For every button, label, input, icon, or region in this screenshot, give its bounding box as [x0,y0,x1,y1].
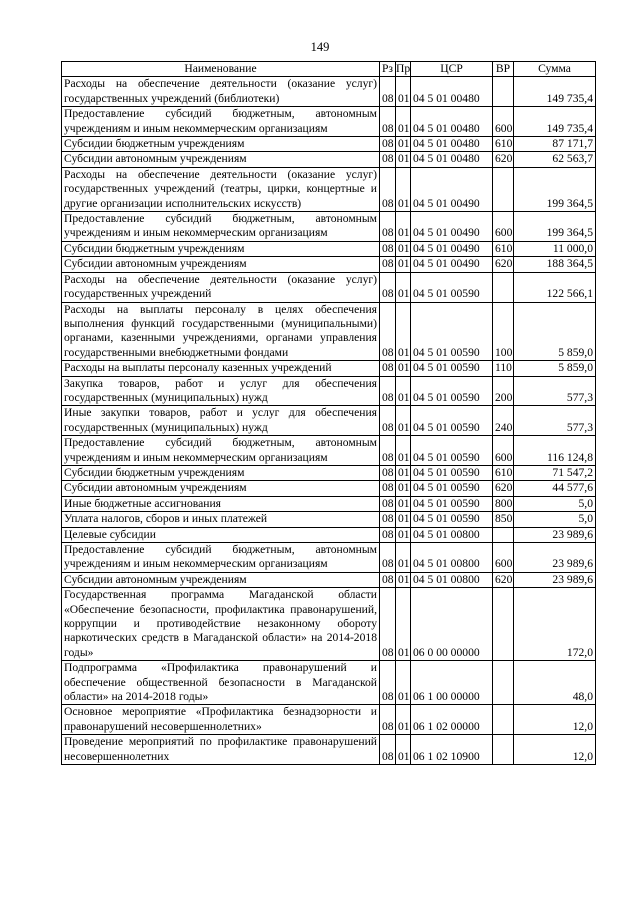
cell-name: Предоставление субсидий бюджетным, автономным учреждениям и иным некоммерческим организациям [62,543,380,573]
cell-pr: 01 [396,588,411,661]
cell-vr [493,77,514,107]
header-pr: Пр [396,62,411,75]
cell-vr: 600 [493,212,514,242]
cell-csr: 06 1 02 10900 [411,735,493,765]
cell-vr: 600 [493,543,514,573]
cell-name: Расходы на обеспечение деятельности (оказание услуг) государственных учреждений (театры, цирки, концертные и другие организации исполнительских искусств) [62,167,380,211]
cell-sum: 5 859,0 [514,302,596,361]
cell-csr: 04 5 01 00490 [411,257,493,272]
table-row [62,436,596,466]
table-header-row [62,62,596,77]
cell-pr: 01 [396,481,411,496]
cell-pr: 01 [396,167,411,211]
cell-rz: 08 [380,137,396,152]
cell-vr: 110 [493,361,514,376]
cell-sum: 577,3 [514,376,596,406]
cell-csr: 04 5 01 00480 [411,107,493,137]
table-row [62,137,596,152]
table-row [62,572,596,587]
table-row [62,257,596,272]
cell-sum: 71 547,2 [514,465,596,480]
cell-sum: 12,0 [514,705,596,735]
cell-name: Расходы на обеспечение деятельности (оказание услуг) государственных учреждений [62,272,380,302]
cell-sum: 12,0 [514,735,596,765]
budget-table [61,61,596,765]
cell-rz: 08 [380,241,396,256]
cell-name: Расходы на выплаты персоналу в целях обеспечения выполнения функций государственными (муниципальными) органами, казенными учреждениями, органами управления государственными внебюджетными фондами [62,302,380,361]
header-rz: Рз [380,62,396,77]
cell-name: Субсидии автономным учреждениям [62,152,380,167]
cell-sum: 87 171,7 [514,137,596,152]
cell-csr: 04 5 01 00590 [411,361,493,376]
cell-sum: 116 124,8 [514,436,596,466]
cell-rz: 08 [380,512,396,527]
table-row [62,376,596,406]
cell-name: Субсидии автономным учреждениям [62,572,380,587]
cell-name: Подпрограмма «Профилактика правонарушений и обеспечение общественной безопасности в Магаданской области» на 2014-2018 годы» [62,661,380,705]
header-vr: ВР [493,62,514,77]
cell-vr: 610 [493,137,514,152]
cell-pr: 01 [396,465,411,480]
cell-pr: 01 [396,496,411,511]
cell-csr: 06 0 00 00000 [411,588,493,661]
cell-sum: 5 859,0 [514,361,596,376]
cell-pr: 01 [396,705,411,735]
cell-pr: 01 [396,735,411,765]
cell-rz: 08 [380,465,396,480]
cell-pr: 01 [396,361,411,376]
page-number: 149 [310,40,330,54]
cell-sum: 23 989,6 [514,543,596,573]
cell-vr [493,272,514,302]
cell-rz: 08 [380,302,396,361]
table-row [62,152,596,167]
cell-vr: 610 [493,465,514,480]
cell-sum: 199 364,5 [514,167,596,211]
cell-rz: 08 [380,436,396,466]
cell-sum: 188 364,5 [514,257,596,272]
cell-vr: 610 [493,241,514,256]
table-row [62,735,596,765]
header-name: Наименование [62,62,380,77]
cell-rz: 08 [380,167,396,211]
cell-name: Субсидии автономным учреждениям [62,481,380,496]
cell-csr: 04 5 01 00480 [411,77,493,107]
cell-sum: 577,3 [514,406,596,436]
cell-name: Иные закупки товаров, работ и услуг для обеспечения государственных (муниципальных) нужд [62,406,380,436]
table-row [62,167,596,211]
cell-rz: 08 [380,735,396,765]
header-csr: ЦСР [411,62,493,77]
cell-sum: 23 989,6 [514,572,596,587]
cell-pr: 01 [396,257,411,272]
cell-name: Проведение мероприятий по профилактике правонарушений несовершеннолетних [62,735,380,765]
cell-vr [493,167,514,211]
cell-csr: 04 5 01 00590 [411,436,493,466]
cell-csr: 04 5 01 00800 [411,527,493,542]
cell-pr: 01 [396,543,411,573]
cell-name: Предоставление субсидий бюджетным, автономным учреждениям и иным некоммерческим организациям [62,107,380,137]
cell-csr: 04 5 01 00590 [411,376,493,406]
cell-pr: 01 [396,272,411,302]
table-row [62,361,596,376]
table-row [62,588,596,661]
cell-sum: 44 577,6 [514,481,596,496]
cell-vr: 600 [493,107,514,137]
table-row [62,527,596,542]
cell-sum: 172,0 [514,588,596,661]
cell-csr: 04 5 01 00800 [411,572,493,587]
cell-pr: 01 [396,77,411,107]
table-row [62,77,596,107]
cell-csr: 04 5 01 00490 [411,212,493,242]
cell-sum: 5,0 [514,496,596,511]
cell-vr: 100 [493,302,514,361]
cell-pr: 01 [396,107,411,137]
cell-sum: 5,0 [514,512,596,527]
cell-csr: 04 5 01 00490 [411,241,493,256]
cell-sum: 122 566,1 [514,272,596,302]
cell-csr: 04 5 01 00590 [411,465,493,480]
table-row [62,272,596,302]
cell-pr: 01 [396,241,411,256]
cell-rz: 08 [380,212,396,242]
cell-rz: 08 [380,406,396,436]
cell-sum: 11 000,0 [514,241,596,256]
cell-pr: 01 [396,572,411,587]
cell-csr: 04 5 01 00590 [411,302,493,361]
cell-sum: 23 989,6 [514,527,596,542]
table-row [62,496,596,511]
table-row [62,465,596,480]
cell-rz: 08 [380,588,396,661]
table-row [62,543,596,573]
cell-pr: 01 [396,137,411,152]
cell-pr: 01 [396,512,411,527]
table-row [62,512,596,527]
cell-name: Закупка товаров, работ и услуг для обеспечения государственных (муниципальных) нужд [62,376,380,406]
cell-name: Иные бюджетные ассигнования [62,496,380,511]
cell-csr: 06 1 02 00000 [411,705,493,735]
cell-rz: 08 [380,572,396,587]
cell-rz: 08 [380,107,396,137]
cell-name: Расходы на обеспечение деятельности (оказание услуг) государственных учреждений (библиотеки) [62,77,380,107]
cell-name: Государственная программа Магаданской области «Обеспечение безопасности, профилактика правонарушений, коррупции и противодействие незаконному обороту наркотических средств в Магаданской области» на 2014-2018 годы» [62,588,380,661]
cell-vr: 620 [493,481,514,496]
cell-pr: 01 [396,152,411,167]
table-row [62,107,596,137]
table-row [62,705,596,735]
cell-csr: 04 5 01 00480 [411,137,493,152]
cell-sum: 199 364,5 [514,212,596,242]
cell-vr [493,588,514,661]
cell-pr: 01 [396,661,411,705]
cell-rz: 08 [380,77,396,107]
cell-rz: 08 [380,361,396,376]
cell-rz: 08 [380,661,396,705]
table-body [62,77,596,765]
cell-sum: 149 735,4 [514,77,596,107]
cell-name: Расходы на выплаты персоналу казенных учреждений [62,361,380,376]
cell-vr: 620 [493,572,514,587]
cell-vr: 200 [493,376,514,406]
cell-sum: 62 563,7 [514,152,596,167]
cell-name: Субсидии автономным учреждениям [62,257,380,272]
cell-pr: 01 [396,212,411,242]
cell-vr: 600 [493,436,514,466]
table-row [62,661,596,705]
cell-name: Предоставление субсидий бюджетным, автономным учреждениям и иным некоммерческим организациям [62,436,380,466]
cell-rz: 08 [380,705,396,735]
cell-csr: 04 5 01 00590 [411,496,493,511]
cell-name: Целевые субсидии [62,527,380,542]
cell-name: Уплата налогов, сборов и иных платежей [62,512,380,527]
cell-vr: 240 [493,406,514,436]
cell-vr [493,705,514,735]
cell-rz: 08 [380,272,396,302]
cell-rz: 08 [380,543,396,573]
cell-name: Субсидии бюджетным учреждениям [62,465,380,480]
cell-pr: 01 [396,436,411,466]
header-sum: Сумма [514,62,596,77]
cell-pr: 01 [396,527,411,542]
table-row [62,302,596,361]
cell-pr: 01 [396,406,411,436]
cell-csr: 04 5 01 00480 [411,152,493,167]
table-row [62,481,596,496]
cell-csr: 06 1 00 00000 [411,661,493,705]
cell-csr: 04 5 01 00590 [411,512,493,527]
table-row [62,212,596,242]
cell-vr: 620 [493,152,514,167]
cell-csr: 04 5 01 00800 [411,543,493,573]
cell-name: Основное мероприятие «Профилактика безнадзорности и правонарушений несовершеннолетних» [62,705,380,735]
cell-vr: 620 [493,257,514,272]
cell-sum: 149 735,4 [514,107,596,137]
cell-csr: 04 5 01 00590 [411,272,493,302]
cell-name: Субсидии бюджетным учреждениям [62,137,380,152]
cell-rz: 08 [380,152,396,167]
cell-pr: 01 [396,376,411,406]
cell-vr [493,527,514,542]
cell-csr: 04 5 01 00490 [411,167,493,211]
cell-csr: 04 5 01 00590 [411,481,493,496]
table-row [62,241,596,256]
cell-rz: 08 [380,527,396,542]
cell-csr: 04 5 01 00590 [411,406,493,436]
cell-vr [493,735,514,765]
cell-vr [493,661,514,705]
cell-pr: 01 [396,302,411,361]
cell-vr: 850 [493,512,514,527]
cell-rz: 08 [380,257,396,272]
cell-vr: 800 [493,496,514,511]
cell-sum: 48,0 [514,661,596,705]
cell-name: Предоставление субсидий бюджетным, автономным учреждениям и иным некоммерческим организациям [62,212,380,242]
table-row [62,406,596,436]
cell-rz: 08 [380,376,396,406]
cell-name: Субсидии бюджетным учреждениям [62,241,380,256]
cell-rz: 08 [380,496,396,511]
cell-rz: 08 [380,481,396,496]
